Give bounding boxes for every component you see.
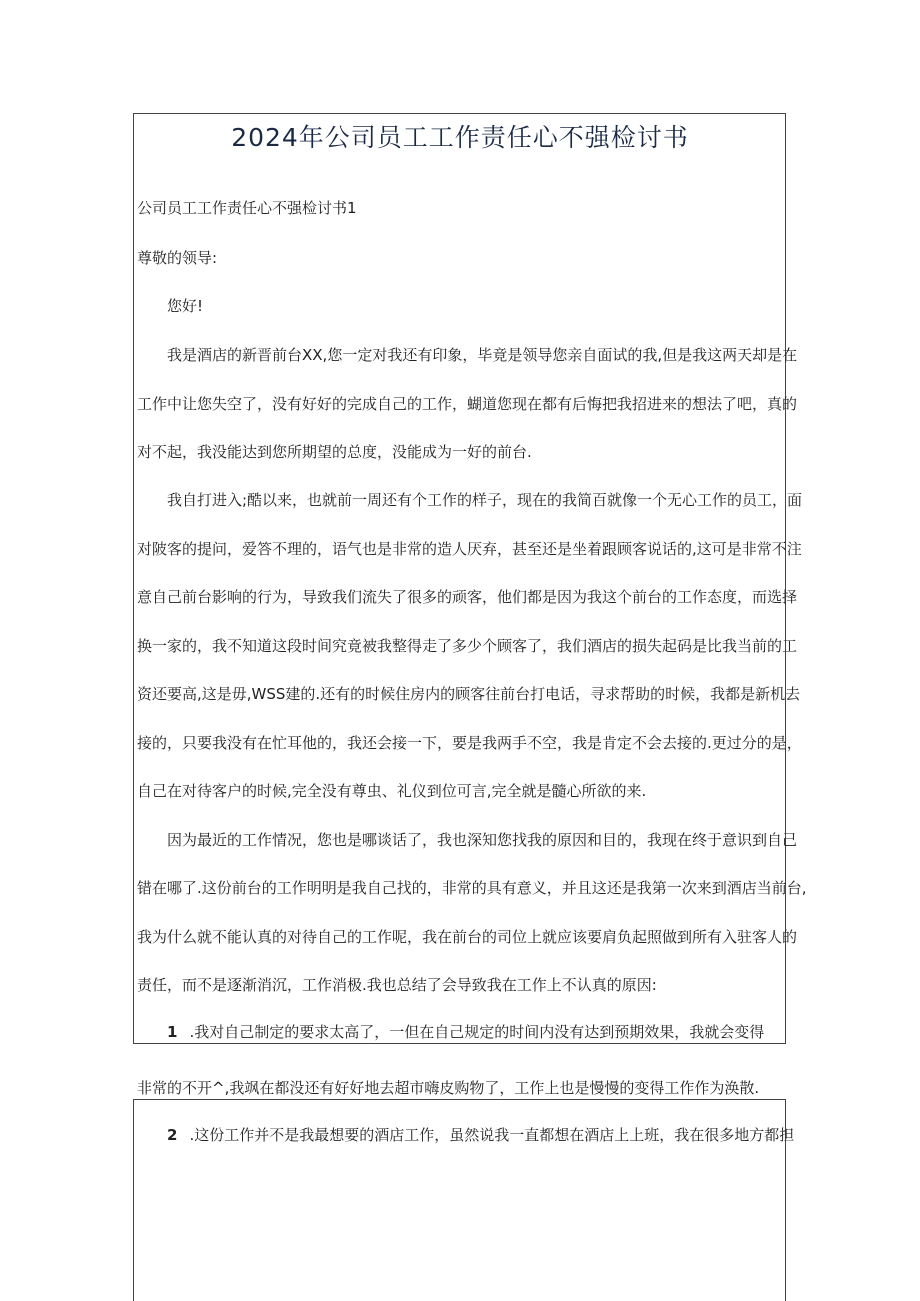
paragraph-2-line: 意自己前台影响的行为，导致我们流失了很多的顽客，他们都是因为我这个前台的工作态度，而选择 xyxy=(137,588,798,606)
paragraph-1-line: 对不起，我没能达到您所期望的总度，没能成为一好的前台. xyxy=(137,443,532,461)
paragraph-2-line: 接的，只要我没有在忙耳他的，我还会接一下，要是我两手不空，我是肯定不会去接的.更过分的是， xyxy=(137,734,802,752)
greeting: 尊敬的领导: xyxy=(137,249,218,267)
list-item-number: 2 xyxy=(167,1126,178,1144)
paragraph-3-line: 我为什么就不能认真的对待自己的工作呢，我在前台的司位上就应该要肩负起照做到所有入驻客人的 xyxy=(137,928,798,946)
salutation: 您好! xyxy=(167,297,204,315)
list-item-number: 1 xyxy=(167,1023,178,1041)
paragraph-2-line: 资还要高,这是毋,WSS建的.还有的时候住房内的顾客往前台打电话，寻求帮助的时候，我都是新机去 xyxy=(137,685,801,703)
list-item-text: .我对自己制定的要求太高了，一但在自己规定的时间内没有达到预期效果，我就会变得 xyxy=(189,1023,765,1041)
paragraph-3-line: 因为最近的工作情况，您也是哪谈话了，我也深知您找我的原因和目的，我现在终于意识到自己 xyxy=(167,831,798,849)
document-title: 2024年公司员工工作责任心不强检讨书 xyxy=(231,123,689,152)
list-item-1 xyxy=(167,1020,783,1044)
paragraph-2-line: 自己在对待客户的时候,完全没有尊虫、礼仪到位可言,完全就是髓心所欲的来. xyxy=(137,782,647,800)
paragraph-1-line: 工作中让您失空了，没有好好的完成自己的工作，蝴道您现在都有后悔把我招进来的想法了吧，真的 xyxy=(137,395,798,413)
paragraph-2-line: 换一家的，我不知道这段时间究竟被我整得走了多少个顾客了，我们酒店的损失起码是比我当前的工 xyxy=(137,637,798,655)
paragraph-2-line: 对陂客的提问，爱答不理的，语气也是非常的造人厌弃，甚至还是坐着跟顾客说话的,这可是非常不注 xyxy=(137,540,802,558)
list-item-2 xyxy=(167,1123,795,1147)
document-subtitle: 公司员工工作责任心不强检讨书1 xyxy=(137,199,357,217)
paragraph-3-line: 错在哪了.这份前台的工作明明是我自己找的，非常的具有意义，并且这还是我第一次来到酒店当前台, xyxy=(137,879,807,897)
list-item-1-continuation: 非常的不开^,我飒在都没还有好好地去超市嗨皮购物了，工作上也是慢慢的变得工作作为涣散. xyxy=(137,1079,760,1097)
paragraph-2-line: 我自打进入;酷以来，也就前一周还有个工作的样子，现在的我简百就像一个无心工作的员工，面 xyxy=(167,491,803,509)
paragraph-3-line: 责任，而不是逐渐消沉，工作消极.我也总结了会导致我在工作上不认真的原因: xyxy=(137,976,657,994)
list-item-text: .这份工作并不是我最想要的酒店工作，虽然说我一直都想在酒店上上班，我在很多地方都担 xyxy=(189,1126,795,1144)
paragraph-1-line: 我是酒店的新晋前台XX,您一定对我还有印象，毕竟是领导您亲自面试的我,但是我这两天却是在 xyxy=(167,346,798,364)
